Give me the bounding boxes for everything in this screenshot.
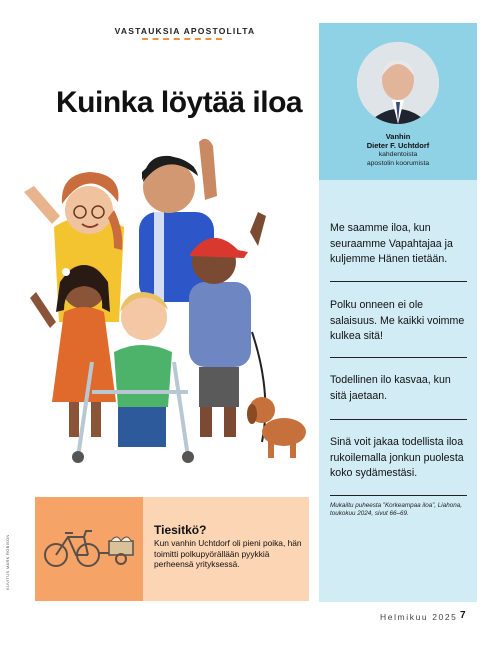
children-illustration [14, 132, 314, 472]
speaker-role [319, 151, 477, 168]
speaker-fullname: Dieter F. Uchtdorf [366, 141, 430, 150]
quote-1: Me saamme iloa, kun seuraamme Vapahtajaa ja kuljemme Hänen tietään. [330, 222, 453, 265]
page-number: 7 [460, 610, 466, 621]
speaker-panel [319, 23, 477, 180]
quote-column [319, 23, 477, 602]
speaker-portrait [357, 42, 439, 124]
quote-divider [330, 281, 467, 282]
fact-text: Kun vanhin Uchtdorf oli pieni poika, hän toimitti polkupyörällään pyykkiä perheensä yrityksessä. [154, 538, 302, 570]
speaker-photo [357, 42, 439, 124]
section-label: VASTAUKSIA APOSTOLILTA [114, 26, 256, 36]
illustration-credit [5, 530, 13, 590]
quote-2: Polku onneen ei ole salaisuus. Me kaikki voimme kulkea sitä! [330, 299, 465, 342]
quote-3: Todellinen ilo kasvaa, kun sitä jaetaan. [330, 374, 451, 402]
speaker-role-line-1: kahdentoista [378, 151, 418, 158]
bicycle-with-laundry-cart-icon [35, 497, 143, 601]
speaker-role-line-2: apostolin koorumista [366, 159, 430, 167]
credit-text: KUVITUS MARK ROBISON [5, 534, 10, 590]
fact-title: Tiesitkö? [154, 523, 207, 537]
quote-divider [330, 419, 467, 420]
quote-divider [330, 357, 467, 358]
quotes-panel [319, 180, 477, 602]
did-you-know-box [35, 497, 309, 601]
speaker-name [319, 132, 477, 150]
quote-4: Sinä voit jakaa todellista iloa rukoilemalla jonkun puolesta koko sydämestäsi. [330, 436, 464, 479]
source-note: Mukailtu puheesta ”Korkeampaa iloa”, Liahona, toukokuu 2024, sivut 66–69. [330, 502, 462, 517]
fact-illustration [35, 497, 143, 601]
quote-divider [330, 495, 467, 496]
footer-issue: Helmikuu 2025 [380, 612, 458, 622]
brown-dog [247, 397, 306, 458]
section-underline [142, 38, 222, 40]
speaker-title: Vanhin [385, 132, 411, 141]
page-title: Kuinka löytää iloa [56, 86, 303, 119]
fact-body [143, 497, 309, 601]
girl-orange-dress [30, 265, 116, 437]
